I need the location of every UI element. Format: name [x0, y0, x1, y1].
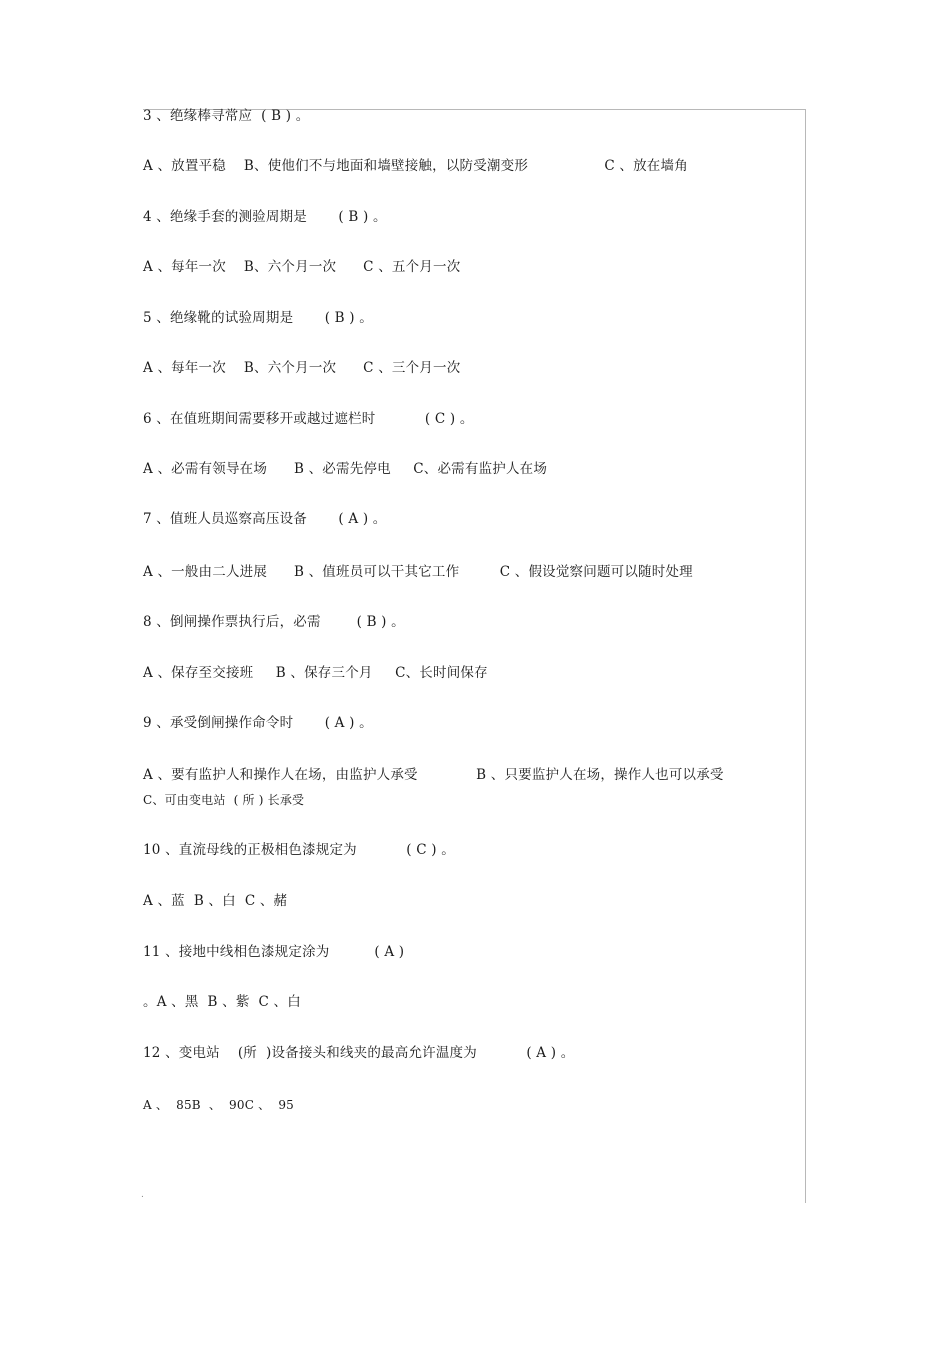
question-3: 3 、绝缘棒寻常应 ( B ) 。 [143, 108, 310, 124]
question-8: 8 、倒闸操作票执行后，必需 ( B ) 。 [143, 614, 405, 630]
question-10: 10 、直流母线的正极相色漆规定为 ( C ) 。 [143, 842, 455, 858]
options-8: A 、保存至交接班 B 、保存三个月 C、长时间保存 [143, 665, 488, 681]
options-12: A 、 85B 、 90C 、 95 [143, 1098, 295, 1112]
question-5: 5 、绝缘靴的试验周期是 ( B ) 。 [143, 310, 373, 326]
options-9-line-1: A 、要有监护人和操作人在场，由监护人承受 B 、只要监护人在场，操作人也可以承受 [143, 767, 724, 783]
question-12: 12 、变电站 (所 )设备接头和线夹的最高允许温度为 ( A ) 。 [143, 1045, 575, 1061]
question-7: 7 、值班人员巡察高压设备 ( A ) 。 [143, 511, 387, 527]
options-11: 。A 、黑 B 、紫 C 、白 [143, 994, 301, 1010]
question-9: 9 、承受倒闸操作命令时 ( A ) 。 [143, 715, 373, 731]
question-4: 4 、绝缘手套的测验周期是 ( B ) 。 [143, 209, 387, 225]
options-10: A 、蓝 B 、白 C 、赭 [143, 893, 288, 909]
question-11: 11 、接地中线相色漆规定涂为 ( A ) [143, 944, 405, 960]
options-5: A 、每年一次 B、六个月一次 C 、三个月一次 [143, 360, 461, 376]
options-6: A 、必需有领导在场 B 、必需先停电 C、必需有监护人在场 [143, 461, 548, 477]
options-4: A 、每年一次 B、六个月一次 C 、五个月一次 [143, 259, 461, 275]
options-9-line-2: C、可由变电站 ( 所 ) 长承受 [143, 793, 305, 807]
question-6: 6 、在值班期间需要移开或越过遮栏时 ( C ) 。 [143, 411, 474, 427]
options-3: A 、放置平稳 B、使他们不与地面和墙壁接触，以防受潮变形 C 、放在墙角 [143, 158, 688, 174]
options-7: A 、一般由二人进展 B 、值班员可以干其它工作 C 、假设觉察问题可以随时处理 [143, 564, 693, 580]
footer-mark: . [141, 1190, 144, 1200]
